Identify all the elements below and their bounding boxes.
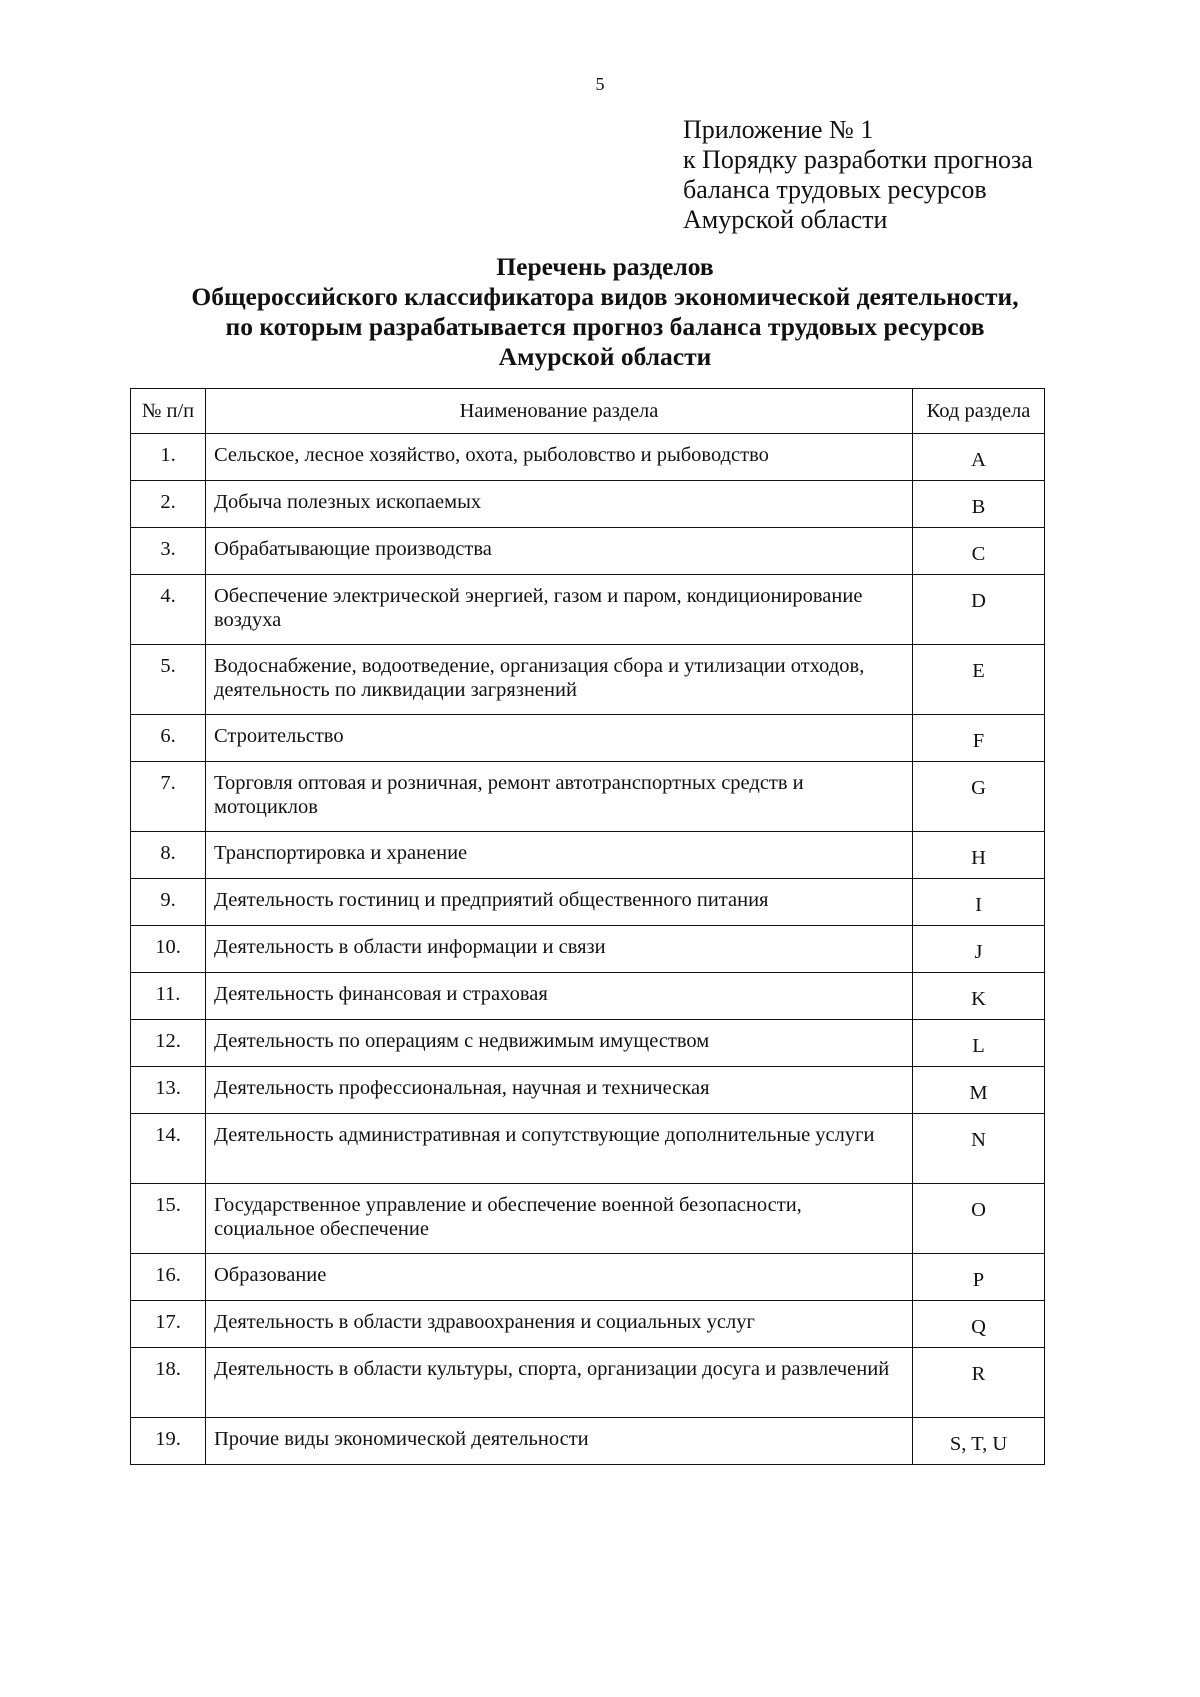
- table-row: [131, 926, 1045, 973]
- row-name: Транспортировка и хранение: [206, 832, 913, 879]
- row-number: 4.: [131, 575, 206, 645]
- annex-heading: [683, 115, 1033, 235]
- header-code: Код раздела: [913, 389, 1045, 434]
- row-code: O: [913, 1184, 1045, 1254]
- row-code: P: [913, 1254, 1045, 1301]
- title-line-1: Перечень разделов: [496, 252, 714, 281]
- table-row: [131, 481, 1045, 528]
- row-name: Деятельность административная и сопутствующие дополнительные услуги: [206, 1114, 913, 1184]
- annex-line-3: баланса трудовых ресурсов: [683, 175, 987, 204]
- row-number: 8.: [131, 832, 206, 879]
- row-name: Деятельность в области культуры, спорта, организации досуга и развлечений: [206, 1348, 913, 1418]
- row-name: Деятельность гостиниц и предприятий общественного питания: [206, 879, 913, 926]
- row-number: 15.: [131, 1184, 206, 1254]
- row-name: Деятельность в области здравоохранения и социальных услуг: [206, 1301, 913, 1348]
- table-row: [131, 575, 1045, 645]
- row-name: Строительство: [206, 715, 913, 762]
- annex-line-4: Амурской области: [683, 205, 888, 234]
- row-number: 3.: [131, 528, 206, 575]
- row-code: A: [913, 434, 1045, 481]
- row-name: Деятельность профессиональная, научная и техническая: [206, 1067, 913, 1114]
- row-number: 19.: [131, 1418, 206, 1465]
- table-header-row: [131, 389, 1045, 434]
- table-row: [131, 1348, 1045, 1418]
- row-code: J: [913, 926, 1045, 973]
- row-code: E: [913, 645, 1045, 715]
- page-number: 5: [595, 74, 605, 94]
- row-code: L: [913, 1020, 1045, 1067]
- row-code: R: [913, 1348, 1045, 1418]
- row-code: F: [913, 715, 1045, 762]
- annex-line-2: к Порядку разработки прогноза: [683, 145, 1033, 174]
- row-number: 10.: [131, 926, 206, 973]
- row-code: I: [913, 879, 1045, 926]
- row-code: H: [913, 832, 1045, 879]
- table-row: [131, 973, 1045, 1020]
- row-number: 11.: [131, 973, 206, 1020]
- row-number: 12.: [131, 1020, 206, 1067]
- row-name: Торговля оптовая и розничная, ремонт автотранспортных средств и мотоциклов: [206, 762, 913, 832]
- row-code: K: [913, 973, 1045, 1020]
- row-code: N: [913, 1114, 1045, 1184]
- row-number: 14.: [131, 1114, 206, 1184]
- table-row: [131, 1254, 1045, 1301]
- row-name: Деятельность в области информации и связи: [206, 926, 913, 973]
- row-name: Добыча полезных ископаемых: [206, 481, 913, 528]
- row-name: Обеспечение электрической энергией, газом и паром, кондиционирование воздуха: [206, 575, 913, 645]
- row-name: Обрабатывающие производства: [206, 528, 913, 575]
- row-name: Деятельность по операциям с недвижимым имуществом: [206, 1020, 913, 1067]
- table-row: [131, 879, 1045, 926]
- row-number: 16.: [131, 1254, 206, 1301]
- document-title: [0, 252, 1200, 372]
- row-number: 18.: [131, 1348, 206, 1418]
- header-number: № п/п: [131, 389, 206, 434]
- row-code: M: [913, 1067, 1045, 1114]
- row-number: 5.: [131, 645, 206, 715]
- row-code: B: [913, 481, 1045, 528]
- table-row: [131, 1067, 1045, 1114]
- table-row: [131, 1418, 1045, 1465]
- table-row: [131, 645, 1045, 715]
- title-line-4: Амурской области: [498, 342, 712, 371]
- row-number: 9.: [131, 879, 206, 926]
- row-number: 2.: [131, 481, 206, 528]
- row-name: Сельское, лесное хозяйство, охота, рыболовство и рыбоводство: [206, 434, 913, 481]
- row-name: Государственное управление и обеспечение военной безопасности, социальное обеспечение: [206, 1184, 913, 1254]
- row-number: 17.: [131, 1301, 206, 1348]
- row-code: C: [913, 528, 1045, 575]
- title-line-3: по которым разрабатывается прогноз баланса трудовых ресурсов: [225, 312, 985, 341]
- table-row: [131, 1114, 1045, 1184]
- row-name: Деятельность финансовая и страховая: [206, 973, 913, 1020]
- row-name: Прочие виды экономической деятельности: [206, 1418, 913, 1465]
- table-row: [131, 434, 1045, 481]
- row-code: S, T, U: [913, 1418, 1045, 1465]
- row-number: 6.: [131, 715, 206, 762]
- row-code: G: [913, 762, 1045, 832]
- row-code: D: [913, 575, 1045, 645]
- table-row: [131, 1184, 1045, 1254]
- row-number: 13.: [131, 1067, 206, 1114]
- title-line-2: Общероссийского классификатора видов экономической деятельности,: [191, 282, 1019, 311]
- table-row: [131, 1020, 1045, 1067]
- table-row: [131, 832, 1045, 879]
- sections-table: [130, 388, 1045, 1465]
- table-row: [131, 715, 1045, 762]
- row-number: 7.: [131, 762, 206, 832]
- row-name: Образование: [206, 1254, 913, 1301]
- row-name: Водоснабжение, водоотведение, организация сбора и утилизации отходов, деятельность по ликвидации загрязнений: [206, 645, 913, 715]
- row-number: 1.: [131, 434, 206, 481]
- table-row: [131, 528, 1045, 575]
- annex-line-1: Приложение № 1: [683, 115, 874, 144]
- table-row: [131, 1301, 1045, 1348]
- row-code: Q: [913, 1301, 1045, 1348]
- table-row: [131, 762, 1045, 832]
- header-name: Наименование раздела: [206, 389, 913, 434]
